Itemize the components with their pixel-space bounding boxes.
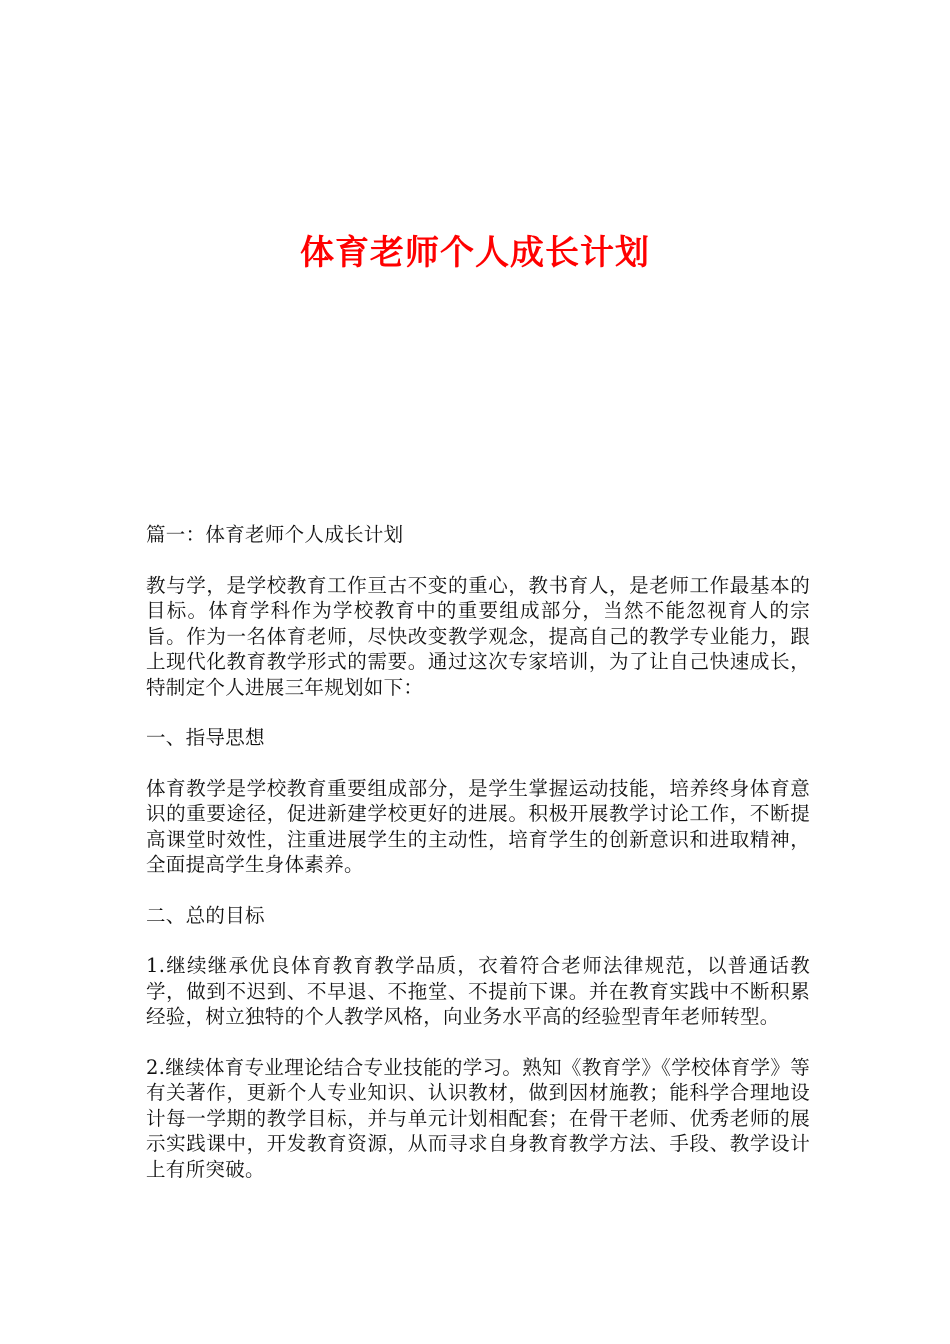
section-heading: 篇一：体育老师个人成长计划 [146, 523, 404, 546]
guiding-thought-paragraph: 体育教学是学校教育重要组成部分，是学生掌握运动技能，培养终身体育意识的重要途径，促进新建学校更好的进展。积极开展教学讨论工作，不断提高课堂时效性，注重进展学生的主动性，培育学生的创新意识和进取精神，全面提高学生身体素养。 [146, 776, 810, 876]
page-title: 体育老师个人成长计划 [300, 233, 650, 273]
document-body [146, 522, 810, 1207]
intro-paragraph: 教与学，是学校教育工作亘古不变的重心，教书育人，是老师工作最基本的目标。体育学科作为学校教育中的重要组成部分，当然不能忽视育人的宗旨。作为一名体育老师，尽快改变教学观念，提高自己的教学专业能力，跟上现代化教育教学形式的需要。通过这次专家培训，为了让自己快速成长，特制定个人进展三年规划如下： [146, 573, 810, 699]
goal-item-2: 2.继续体育专业理论结合专业技能的学习。熟知《教育学》《学校体育学》等有关著作，更新个人专业知识、认识教材，做到因材施教；能科学合理地设计每一学期的教学目标，并与单元计划相配套；在骨干老师、优秀老师的展示实践课中，开发教育资源，从而寻求自身教育教学方法、手段、教学设计上有所突破。 [146, 1055, 810, 1181]
heading-guiding-thought: 一、指导思想 [146, 726, 265, 749]
heading-overall-goals: 二、总的目标 [146, 903, 265, 927]
goal-item-1: 1.继续继承优良体育教育教学品质，衣着符合老师法律规范，以普通话教学，做到不迟到、不早退、不拖堂、不提前下课。并在教育实践中不断积累经验，树立独特的个人教学风格，向业务水平高的经验型青年老师转型。 [146, 954, 810, 1028]
